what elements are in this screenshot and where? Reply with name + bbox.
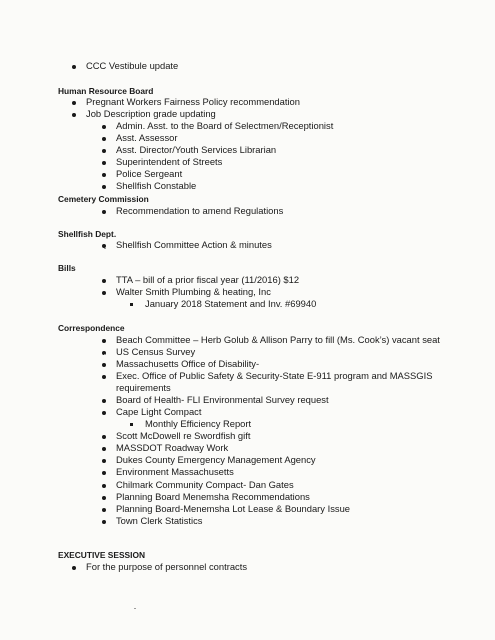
list-item-exec-office: Exec. Office of Public Safety & Security-State E-911 program and MASSGIS (116, 370, 433, 381)
list-item-menemsha-recommendations: Planning Board Menemsha Recommendations (116, 491, 310, 502)
list-item-job-description: Job Description grade updating (86, 108, 216, 119)
list-item-environment: Environment Massachusetts (116, 466, 234, 477)
bullet-icon (102, 149, 106, 153)
bullet-icon (102, 375, 106, 379)
bullet-icon (72, 101, 76, 105)
section-heading-bills: Bills (58, 263, 76, 273)
list-item-position: Superintendent of Streets (116, 156, 223, 167)
list-item-statement: January 2018 Statement and Inv. #69940 (145, 298, 317, 309)
section-heading-shellfish: Shellfish Dept. (58, 229, 117, 239)
bullet-icon (102, 520, 106, 524)
list-item-cemetery: Recommendation to amend Regulations (116, 205, 284, 216)
bullet-icon (102, 339, 106, 343)
bullet-icon (102, 435, 106, 439)
list-item-position: Asst. Director/Youth Services Librarian (116, 144, 277, 155)
list-item-position: Admin. Asst. to the Board of Selectmen/Receptionist (116, 120, 334, 131)
square-bullet-icon (130, 423, 133, 426)
scan-speck (104, 354, 106, 355)
bullet-icon (102, 363, 106, 367)
list-item-disability: Massachusetts Office of Disability- (116, 358, 260, 369)
list-item-cape-light: Cape Light Compact (116, 406, 202, 417)
bullet-icon (102, 447, 106, 451)
list-item-vestibule: CCC Vestibule update (86, 60, 179, 71)
list-item-massdot: MASSDOT Roadway Work (116, 442, 229, 453)
list-item-shellfish: Shellfish Committee Action & minutes (116, 239, 272, 250)
list-item-tta: TTA – bill of a prior fiscal year (11/2016) $12 (116, 274, 300, 285)
bullet-icon (102, 173, 106, 177)
list-item-census: US Census Survey (116, 346, 196, 357)
list-item-exec-office-cont: requirements (116, 382, 171, 393)
bullet-icon (72, 113, 76, 117)
bullet-icon (102, 411, 106, 415)
bullet-icon (102, 484, 106, 488)
section-heading-correspondence: Correspondence (58, 323, 125, 333)
bullet-icon (102, 496, 106, 500)
list-item-policy: Pregnant Workers Fairness Policy recommendation (86, 96, 300, 107)
list-item-menemsha-lot: Planning Board-Menemsha Lot Lease & Boundary Issue (116, 503, 350, 514)
list-item-position: Police Sergeant (116, 168, 183, 179)
list-item-swordfish: Scott McDowell re Swordfish gift (116, 430, 251, 441)
section-heading-hr: Human Resource Board (58, 86, 154, 96)
list-item-clerk: Town Clerk Statistics (116, 515, 203, 526)
list-item-position: Shellfish Constable (116, 180, 197, 191)
square-bullet-icon (130, 303, 133, 306)
list-item-executive: For the purpose of personnel contracts (86, 561, 248, 572)
list-item-dukes: Dukes County Emergency Management Agency (116, 454, 316, 465)
scan-speck (134, 608, 136, 609)
bullet-icon (102, 471, 106, 475)
bullet-icon (102, 161, 106, 165)
bullet-icon (102, 137, 106, 141)
bullet-icon (102, 125, 106, 129)
list-item-health: Board of Health- FLI Environmental Survey request (116, 394, 329, 405)
list-item-walter-smith: Walter Smith Plumbing & heating, Inc (116, 286, 271, 297)
list-item-efficiency: Monthly Efficiency Report (145, 418, 252, 429)
section-heading-cemetery: Cemetery Commission (58, 194, 149, 204)
scan-speck (104, 248, 106, 249)
list-item-position: Asst. Assessor (116, 132, 178, 143)
bullet-icon (102, 279, 106, 283)
list-item-beach: Beach Committee – Herb Golub & Allison Parry to fill (Ms. Cook’s) vacant seat (116, 334, 440, 345)
bullet-icon (102, 459, 106, 463)
bullet-icon (72, 65, 76, 69)
bullet-icon (102, 508, 106, 512)
bullet-icon (102, 210, 106, 214)
list-item-chilmark: Chilmark Community Compact- Dan Gates (116, 479, 294, 490)
bullet-icon (102, 185, 106, 189)
bullet-icon (102, 291, 106, 295)
bullet-icon (72, 566, 76, 570)
section-heading-executive: EXECUTIVE SESSION (58, 550, 146, 560)
bullet-icon (102, 399, 106, 403)
